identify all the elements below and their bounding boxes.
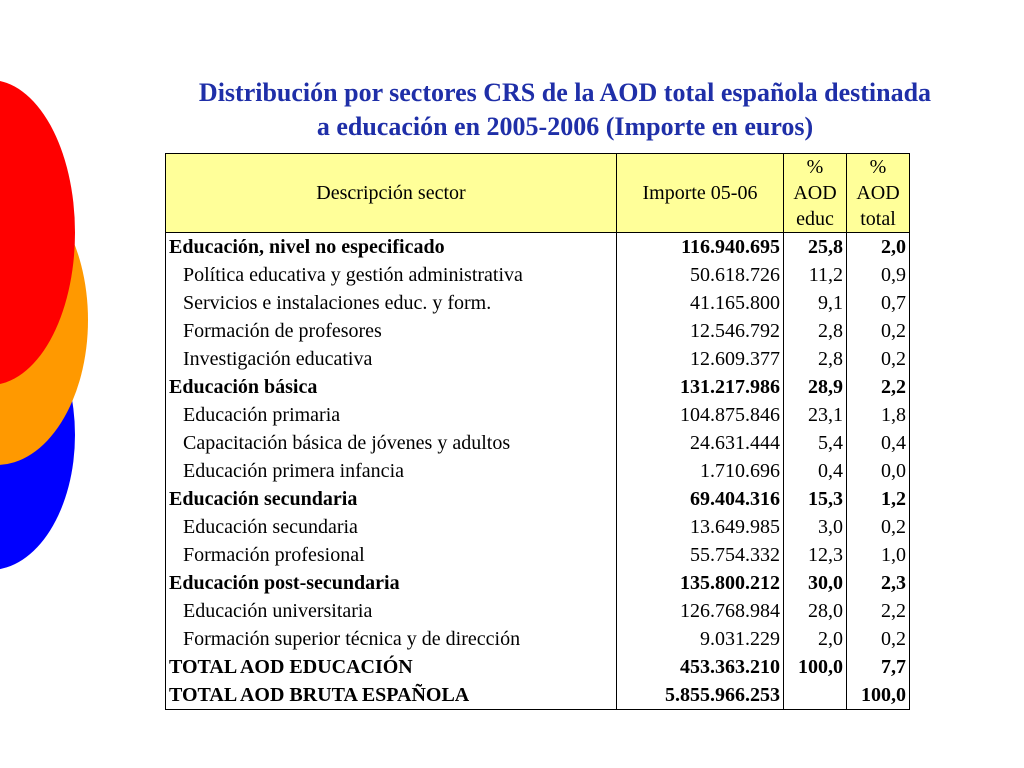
cell-importe: 13.649.985: [617, 513, 784, 541]
cell-description: Educación secundaria: [166, 485, 617, 513]
table-row: [166, 345, 910, 373]
cell-pct-educ: 2,8: [784, 345, 847, 373]
cell-importe: 1.710.696: [617, 457, 784, 485]
cell-pct-educ: 100,0: [784, 653, 847, 681]
cell-pct-total: 0,2: [847, 345, 910, 373]
table-row: [166, 681, 910, 710]
header-pct-total-line: %: [869, 156, 887, 178]
cell-pct-total: 0,2: [847, 625, 910, 653]
cell-pct-total: 1,2: [847, 485, 910, 513]
table-row: [166, 569, 910, 597]
cell-pct-educ: 12,3: [784, 541, 847, 569]
cell-importe: 9.031.229: [617, 625, 784, 653]
header-descripcion: Descripción sector: [166, 154, 617, 233]
cell-pct-total: 0,7: [847, 289, 910, 317]
table-row: [166, 513, 910, 541]
cell-pct-educ: 11,2: [784, 261, 847, 289]
cell-pct-total: 2,0: [847, 233, 910, 262]
cell-importe: 69.404.316: [617, 485, 784, 513]
cell-description: Investigación educativa: [166, 345, 617, 373]
table-row: [166, 401, 910, 429]
data-table: [165, 153, 910, 710]
table-body: [166, 233, 910, 710]
header-pct-educ-line: %: [806, 156, 824, 178]
header-pct-total: [847, 154, 910, 233]
table-row: [166, 233, 910, 262]
cell-importe: 12.609.377: [617, 345, 784, 373]
cell-importe: 135.800.212: [617, 569, 784, 597]
cell-pct-educ: 2,0: [784, 625, 847, 653]
cell-description: Educación primaria: [166, 401, 617, 429]
cell-pct-total: 0,2: [847, 513, 910, 541]
cell-pct-total: 2,2: [847, 597, 910, 625]
header-pct-total-line: total: [860, 208, 896, 230]
cell-description: Educación universitaria: [166, 597, 617, 625]
cell-importe: 126.768.984: [617, 597, 784, 625]
cell-pct-total: 7,7: [847, 653, 910, 681]
table-row: [166, 625, 910, 653]
cell-description: Formación profesional: [166, 541, 617, 569]
cell-description: TOTAL AOD EDUCACIÓN: [166, 653, 617, 681]
cell-pct-educ: [784, 681, 847, 710]
cell-description: Educación, nivel no especificado: [166, 233, 617, 262]
cell-pct-total: 100,0: [847, 681, 910, 710]
cell-pct-total: 1,8: [847, 401, 910, 429]
table-row: [166, 653, 910, 681]
cell-importe: 453.363.210: [617, 653, 784, 681]
cell-importe: 104.875.846: [617, 401, 784, 429]
table-row: [166, 457, 910, 485]
table-row: [166, 289, 910, 317]
cell-description: Educación básica: [166, 373, 617, 401]
cell-importe: 116.940.695: [617, 233, 784, 262]
cell-description: Capacitación básica de jóvenes y adultos: [166, 429, 617, 457]
table-row: [166, 597, 910, 625]
cell-description: Educación primera infancia: [166, 457, 617, 485]
header-pct-educ-line: AOD: [793, 182, 837, 204]
cell-pct-total: 0,2: [847, 317, 910, 345]
cell-pct-total: 2,2: [847, 373, 910, 401]
cell-importe: 131.217.986: [617, 373, 784, 401]
header-pct-educ-line: educ: [796, 208, 834, 230]
cell-pct-total: 0,0: [847, 457, 910, 485]
title-line-1: Distribución por sectores CRS de la AOD total española destinada: [198, 78, 932, 107]
cell-description: TOTAL AOD BRUTA ESPAÑOLA: [166, 681, 617, 710]
cell-description: Educación secundaria: [166, 513, 617, 541]
table-row: [166, 541, 910, 569]
cell-pct-educ: 15,3: [784, 485, 847, 513]
cell-description: Servicios e instalaciones educ. y form.: [166, 289, 617, 317]
cell-description: Educación post-secundaria: [166, 569, 617, 597]
cell-pct-total: 0,4: [847, 429, 910, 457]
header-pct-total-line: AOD: [856, 182, 900, 204]
table-row: [166, 261, 910, 289]
header-pct-educ: [784, 154, 847, 233]
cell-pct-educ: 2,8: [784, 317, 847, 345]
cell-description: Formación de profesores: [166, 317, 617, 345]
cell-pct-total: 1,0: [847, 541, 910, 569]
cell-importe: 55.754.332: [617, 541, 784, 569]
cell-pct-educ: 5,4: [784, 429, 847, 457]
cell-importe: 5.855.966.253: [617, 681, 784, 710]
slide-title: [90, 76, 1024, 144]
cell-importe: 50.618.726: [617, 261, 784, 289]
cell-importe: 24.631.444: [617, 429, 784, 457]
table-row: [166, 429, 910, 457]
title-line-2: a educación en 2005-2006 (Importe en euros): [316, 112, 814, 141]
table-row: [166, 373, 910, 401]
cell-importe: 41.165.800: [617, 289, 784, 317]
cell-description: Formación superior técnica y de dirección: [166, 625, 617, 653]
cell-importe: 12.546.792: [617, 317, 784, 345]
cell-pct-educ: 28,0: [784, 597, 847, 625]
cell-pct-educ: 28,9: [784, 373, 847, 401]
cell-pct-educ: 23,1: [784, 401, 847, 429]
cell-pct-educ: 30,0: [784, 569, 847, 597]
cell-pct-total: 2,3: [847, 569, 910, 597]
cell-pct-total: 0,9: [847, 261, 910, 289]
cell-pct-educ: 25,8: [784, 233, 847, 262]
cell-pct-educ: 9,1: [784, 289, 847, 317]
cell-pct-educ: 3,0: [784, 513, 847, 541]
table-row: [166, 485, 910, 513]
cell-description: Política educativa y gestión administrativa: [166, 261, 617, 289]
table-header-row: [166, 154, 910, 233]
header-importe: Importe 05-06: [617, 154, 784, 233]
table-row: [166, 317, 910, 345]
cell-pct-educ: 0,4: [784, 457, 847, 485]
